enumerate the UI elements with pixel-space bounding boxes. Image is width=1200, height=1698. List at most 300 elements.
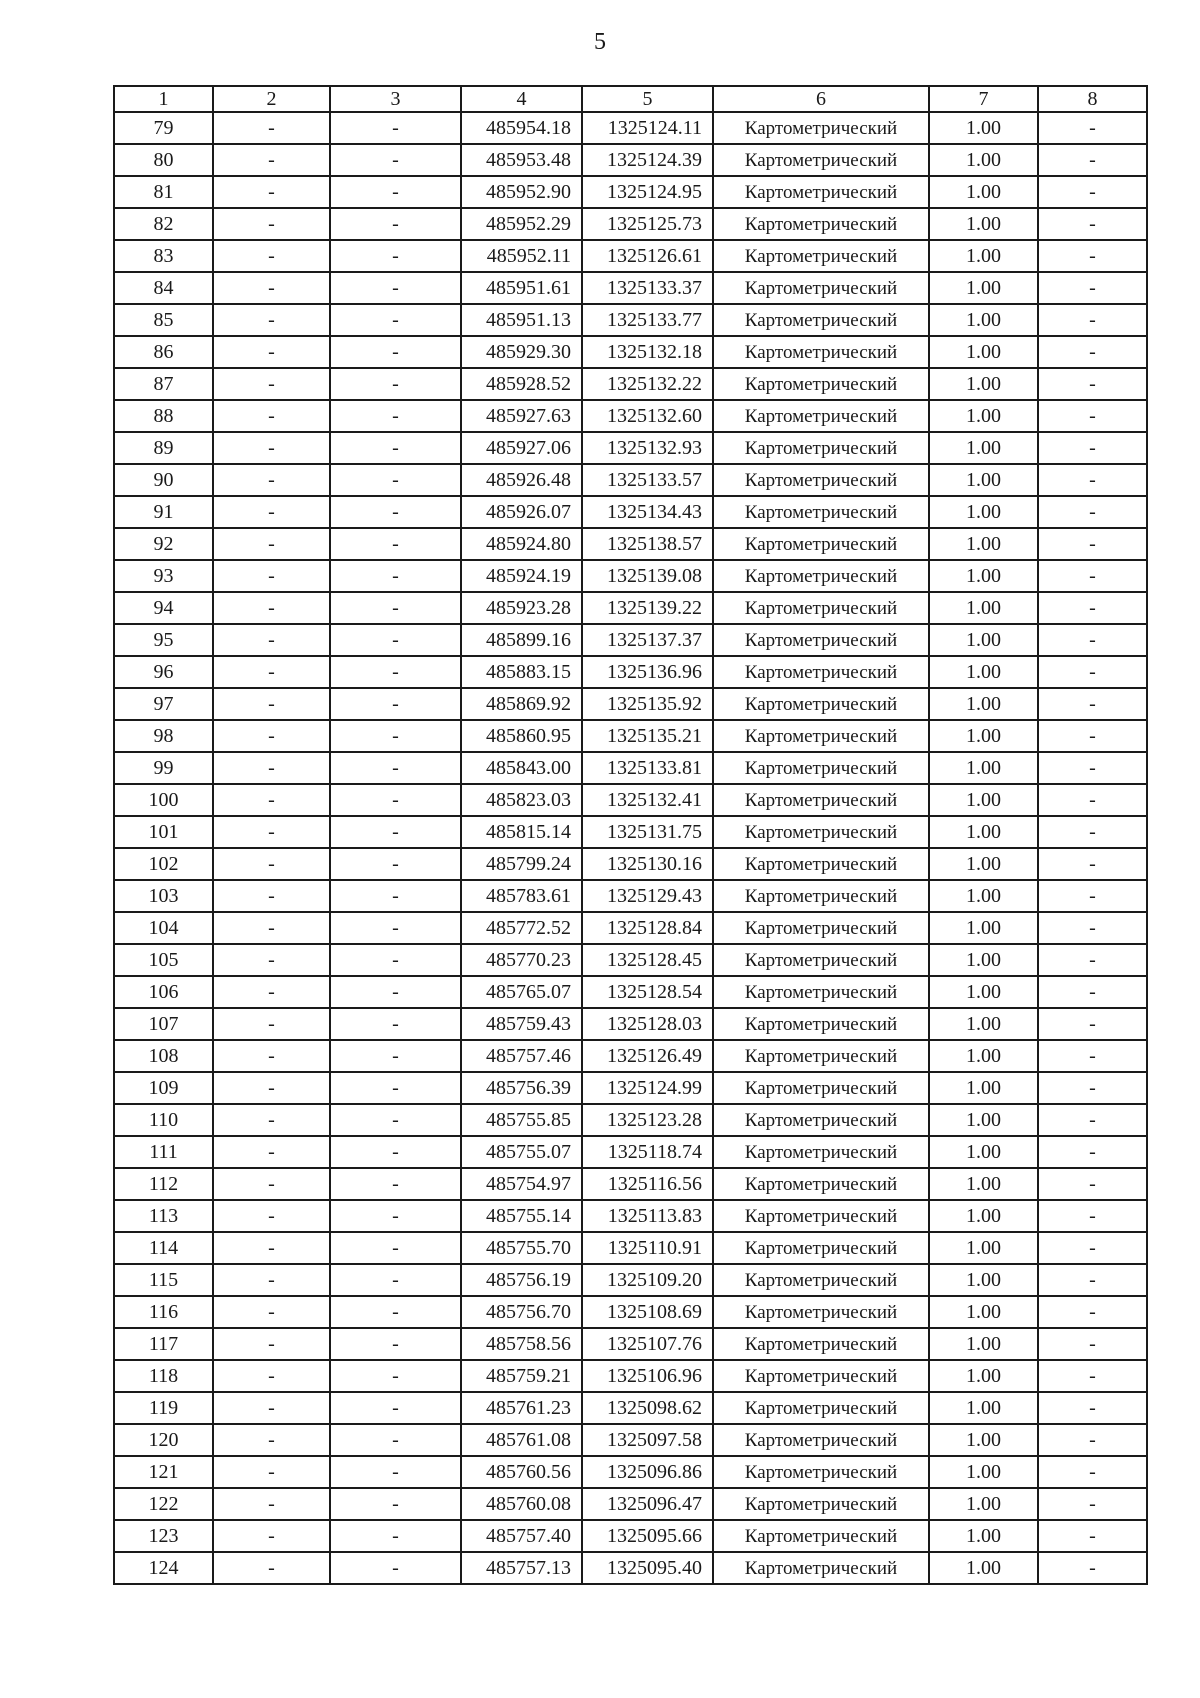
x-coordinate-cell: 485869.92: [461, 688, 582, 720]
col2-value-cell: -: [213, 1488, 330, 1520]
y-coordinate-cell: 1325128.54: [582, 976, 713, 1008]
method-cell: Картометрический: [713, 1520, 929, 1552]
point-number-cell: 112: [114, 1168, 213, 1200]
table-row: [114, 272, 1147, 304]
point-number-cell: 100: [114, 784, 213, 816]
coordinates-table: [113, 85, 1148, 1585]
accuracy-cell: 1.00: [929, 144, 1038, 176]
method-cell: Картометрический: [713, 464, 929, 496]
col2-value-cell: -: [213, 208, 330, 240]
col8-value-cell: -: [1038, 1072, 1147, 1104]
point-number-cell: 87: [114, 368, 213, 400]
accuracy-cell: 1.00: [929, 1552, 1038, 1584]
col3-value-cell: -: [330, 1552, 461, 1584]
y-coordinate-cell: 1325133.77: [582, 304, 713, 336]
col8-value-cell: -: [1038, 560, 1147, 592]
col8-value-cell: -: [1038, 240, 1147, 272]
table-row: [114, 784, 1147, 816]
y-coordinate-cell: 1325108.69: [582, 1296, 713, 1328]
col8-value-cell: -: [1038, 944, 1147, 976]
col8-value-cell: -: [1038, 336, 1147, 368]
col8-value-cell: -: [1038, 1392, 1147, 1424]
y-coordinate-cell: 1325130.16: [582, 848, 713, 880]
col2-value-cell: -: [213, 496, 330, 528]
col3-value-cell: -: [330, 1456, 461, 1488]
page-number: 5: [594, 29, 606, 55]
col8-value-cell: -: [1038, 1232, 1147, 1264]
y-coordinate-cell: 1325128.45: [582, 944, 713, 976]
col3-value-cell: -: [330, 464, 461, 496]
method-cell: Картометрический: [713, 1424, 929, 1456]
point-number-cell: 118: [114, 1360, 213, 1392]
column-header-1: 1: [114, 86, 213, 112]
col2-value-cell: -: [213, 848, 330, 880]
accuracy-cell: 1.00: [929, 1392, 1038, 1424]
col8-value-cell: -: [1038, 1488, 1147, 1520]
x-coordinate-cell: 485758.56: [461, 1328, 582, 1360]
col8-value-cell: -: [1038, 848, 1147, 880]
accuracy-cell: 1.00: [929, 336, 1038, 368]
table-row: [114, 1104, 1147, 1136]
y-coordinate-cell: 1325095.40: [582, 1552, 713, 1584]
column-header-4: 4: [461, 86, 582, 112]
table-row: [114, 112, 1147, 144]
y-coordinate-cell: 1325128.84: [582, 912, 713, 944]
point-number-cell: 79: [114, 112, 213, 144]
point-number-cell: 103: [114, 880, 213, 912]
col8-value-cell: -: [1038, 1520, 1147, 1552]
accuracy-cell: 1.00: [929, 1008, 1038, 1040]
x-coordinate-cell: 485927.06: [461, 432, 582, 464]
y-coordinate-cell: 1325138.57: [582, 528, 713, 560]
accuracy-cell: 1.00: [929, 496, 1038, 528]
x-coordinate-cell: 485929.30: [461, 336, 582, 368]
point-number-cell: 107: [114, 1008, 213, 1040]
accuracy-cell: 1.00: [929, 752, 1038, 784]
col3-value-cell: -: [330, 1520, 461, 1552]
col3-value-cell: -: [330, 272, 461, 304]
column-header-8: 8: [1038, 86, 1147, 112]
x-coordinate-cell: 485754.97: [461, 1168, 582, 1200]
accuracy-cell: 1.00: [929, 1488, 1038, 1520]
method-cell: Картометрический: [713, 1168, 929, 1200]
accuracy-cell: 1.00: [929, 784, 1038, 816]
col3-value-cell: -: [330, 592, 461, 624]
table-row: [114, 816, 1147, 848]
table-row: [114, 880, 1147, 912]
col3-value-cell: -: [330, 1104, 461, 1136]
col3-value-cell: -: [330, 176, 461, 208]
method-cell: Картометрический: [713, 208, 929, 240]
col2-value-cell: -: [213, 1456, 330, 1488]
y-coordinate-cell: 1325139.22: [582, 592, 713, 624]
accuracy-cell: 1.00: [929, 976, 1038, 1008]
column-header-6: 6: [713, 86, 929, 112]
col8-value-cell: -: [1038, 1360, 1147, 1392]
y-coordinate-cell: 1325123.28: [582, 1104, 713, 1136]
col2-value-cell: -: [213, 1392, 330, 1424]
col8-value-cell: -: [1038, 1424, 1147, 1456]
col2-value-cell: -: [213, 1264, 330, 1296]
point-number-cell: 114: [114, 1232, 213, 1264]
table-row: [114, 464, 1147, 496]
y-coordinate-cell: 1325134.43: [582, 496, 713, 528]
col3-value-cell: -: [330, 528, 461, 560]
table-row: [114, 1200, 1147, 1232]
x-coordinate-cell: 485924.19: [461, 560, 582, 592]
col2-value-cell: -: [213, 1552, 330, 1584]
col8-value-cell: -: [1038, 1008, 1147, 1040]
col8-value-cell: -: [1038, 912, 1147, 944]
point-number-cell: 85: [114, 304, 213, 336]
col2-value-cell: -: [213, 272, 330, 304]
point-number-cell: 84: [114, 272, 213, 304]
col3-value-cell: -: [330, 368, 461, 400]
table-row: [114, 240, 1147, 272]
y-coordinate-cell: 1325113.83: [582, 1200, 713, 1232]
column-header-7: 7: [929, 86, 1038, 112]
y-coordinate-cell: 1325136.96: [582, 656, 713, 688]
accuracy-cell: 1.00: [929, 624, 1038, 656]
col2-value-cell: -: [213, 1424, 330, 1456]
col2-value-cell: -: [213, 1168, 330, 1200]
table-row: [114, 1040, 1147, 1072]
y-coordinate-cell: 1325124.11: [582, 112, 713, 144]
y-coordinate-cell: 1325118.74: [582, 1136, 713, 1168]
table-row: [114, 752, 1147, 784]
accuracy-cell: 1.00: [929, 656, 1038, 688]
col3-value-cell: -: [330, 336, 461, 368]
method-cell: Картометрический: [713, 1456, 929, 1488]
table-row: [114, 656, 1147, 688]
y-coordinate-cell: 1325132.60: [582, 400, 713, 432]
col2-value-cell: -: [213, 1104, 330, 1136]
point-number-cell: 122: [114, 1488, 213, 1520]
x-coordinate-cell: 485757.40: [461, 1520, 582, 1552]
x-coordinate-cell: 485926.07: [461, 496, 582, 528]
table-row: [114, 496, 1147, 528]
method-cell: Картометрический: [713, 592, 929, 624]
y-coordinate-cell: 1325107.76: [582, 1328, 713, 1360]
point-number-cell: 96: [114, 656, 213, 688]
col3-value-cell: -: [330, 1392, 461, 1424]
x-coordinate-cell: 485756.70: [461, 1296, 582, 1328]
x-coordinate-cell: 485772.52: [461, 912, 582, 944]
col8-value-cell: -: [1038, 176, 1147, 208]
point-number-cell: 109: [114, 1072, 213, 1104]
col2-value-cell: -: [213, 144, 330, 176]
x-coordinate-cell: 485755.70: [461, 1232, 582, 1264]
table-row: [114, 1488, 1147, 1520]
col8-value-cell: -: [1038, 784, 1147, 816]
method-cell: Картометрический: [713, 560, 929, 592]
point-number-cell: 105: [114, 944, 213, 976]
method-cell: Картометрический: [713, 1264, 929, 1296]
y-coordinate-cell: 1325125.73: [582, 208, 713, 240]
col2-value-cell: -: [213, 112, 330, 144]
x-coordinate-cell: 485843.00: [461, 752, 582, 784]
accuracy-cell: 1.00: [929, 1200, 1038, 1232]
method-cell: Картометрический: [713, 400, 929, 432]
col3-value-cell: -: [330, 784, 461, 816]
point-number-cell: 98: [114, 720, 213, 752]
point-number-cell: 110: [114, 1104, 213, 1136]
y-coordinate-cell: 1325126.61: [582, 240, 713, 272]
y-coordinate-cell: 1325116.56: [582, 1168, 713, 1200]
col2-value-cell: -: [213, 752, 330, 784]
point-number-cell: 106: [114, 976, 213, 1008]
col2-value-cell: -: [213, 368, 330, 400]
method-cell: Картометрический: [713, 1360, 929, 1392]
col2-value-cell: -: [213, 304, 330, 336]
accuracy-cell: 1.00: [929, 688, 1038, 720]
col8-value-cell: -: [1038, 976, 1147, 1008]
method-cell: Картометрический: [713, 1200, 929, 1232]
accuracy-cell: 1.00: [929, 1104, 1038, 1136]
col3-value-cell: -: [330, 656, 461, 688]
accuracy-cell: 1.00: [929, 880, 1038, 912]
col8-value-cell: -: [1038, 752, 1147, 784]
accuracy-cell: 1.00: [929, 1424, 1038, 1456]
col2-value-cell: -: [213, 816, 330, 848]
x-coordinate-cell: 485883.15: [461, 656, 582, 688]
point-number-cell: 113: [114, 1200, 213, 1232]
col3-value-cell: -: [330, 1328, 461, 1360]
col2-value-cell: -: [213, 176, 330, 208]
col3-value-cell: -: [330, 400, 461, 432]
point-number-cell: 95: [114, 624, 213, 656]
col3-value-cell: -: [330, 624, 461, 656]
accuracy-cell: 1.00: [929, 464, 1038, 496]
col3-value-cell: -: [330, 848, 461, 880]
table-row: [114, 208, 1147, 240]
x-coordinate-cell: 485759.43: [461, 1008, 582, 1040]
col8-value-cell: -: [1038, 1168, 1147, 1200]
col8-value-cell: -: [1038, 432, 1147, 464]
accuracy-cell: 1.00: [929, 1328, 1038, 1360]
col2-value-cell: -: [213, 1520, 330, 1552]
point-number-cell: 92: [114, 528, 213, 560]
header-row: [114, 86, 1147, 112]
col8-value-cell: -: [1038, 208, 1147, 240]
y-coordinate-cell: 1325132.93: [582, 432, 713, 464]
y-coordinate-cell: 1325132.41: [582, 784, 713, 816]
x-coordinate-cell: 485954.18: [461, 112, 582, 144]
col3-value-cell: -: [330, 1488, 461, 1520]
method-cell: Картометрический: [713, 528, 929, 560]
method-cell: Картометрический: [713, 880, 929, 912]
x-coordinate-cell: 485755.07: [461, 1136, 582, 1168]
accuracy-cell: 1.00: [929, 1296, 1038, 1328]
col8-value-cell: -: [1038, 624, 1147, 656]
method-cell: Картометрический: [713, 336, 929, 368]
x-coordinate-cell: 485783.61: [461, 880, 582, 912]
table-row: [114, 1552, 1147, 1584]
point-number-cell: 90: [114, 464, 213, 496]
method-cell: Картометрический: [713, 496, 929, 528]
table-body: [114, 112, 1147, 1584]
col3-value-cell: -: [330, 1264, 461, 1296]
method-cell: Картометрический: [713, 752, 929, 784]
table-row: [114, 1456, 1147, 1488]
accuracy-cell: 1.00: [929, 368, 1038, 400]
column-header-5: 5: [582, 86, 713, 112]
method-cell: Картометрический: [713, 1392, 929, 1424]
accuracy-cell: 1.00: [929, 400, 1038, 432]
col2-value-cell: -: [213, 1136, 330, 1168]
point-number-cell: 91: [114, 496, 213, 528]
y-coordinate-cell: 1325139.08: [582, 560, 713, 592]
col8-value-cell: -: [1038, 528, 1147, 560]
point-number-cell: 97: [114, 688, 213, 720]
col8-value-cell: -: [1038, 1136, 1147, 1168]
method-cell: Картометрический: [713, 112, 929, 144]
table-row: [114, 144, 1147, 176]
col2-value-cell: -: [213, 784, 330, 816]
col2-value-cell: -: [213, 592, 330, 624]
col2-value-cell: -: [213, 400, 330, 432]
col3-value-cell: -: [330, 432, 461, 464]
col3-value-cell: -: [330, 688, 461, 720]
col8-value-cell: -: [1038, 496, 1147, 528]
method-cell: Картометрический: [713, 720, 929, 752]
x-coordinate-cell: 485823.03: [461, 784, 582, 816]
col8-value-cell: -: [1038, 592, 1147, 624]
col8-value-cell: -: [1038, 144, 1147, 176]
method-cell: Картометрический: [713, 1104, 929, 1136]
col3-value-cell: -: [330, 816, 461, 848]
table-row: [114, 1264, 1147, 1296]
col3-value-cell: -: [330, 304, 461, 336]
y-coordinate-cell: 1325133.37: [582, 272, 713, 304]
col3-value-cell: -: [330, 1360, 461, 1392]
col8-value-cell: -: [1038, 304, 1147, 336]
y-coordinate-cell: 1325095.66: [582, 1520, 713, 1552]
accuracy-cell: 1.00: [929, 240, 1038, 272]
point-number-cell: 93: [114, 560, 213, 592]
x-coordinate-cell: 485952.11: [461, 240, 582, 272]
x-coordinate-cell: 485755.14: [461, 1200, 582, 1232]
point-number-cell: 102: [114, 848, 213, 880]
column-header-2: 2: [213, 86, 330, 112]
x-coordinate-cell: 485770.23: [461, 944, 582, 976]
point-number-cell: 111: [114, 1136, 213, 1168]
x-coordinate-cell: 485760.56: [461, 1456, 582, 1488]
x-coordinate-cell: 485799.24: [461, 848, 582, 880]
x-coordinate-cell: 485760.08: [461, 1488, 582, 1520]
y-coordinate-cell: 1325132.18: [582, 336, 713, 368]
col3-value-cell: -: [330, 560, 461, 592]
col2-value-cell: -: [213, 720, 330, 752]
column-header-3: 3: [330, 86, 461, 112]
accuracy-cell: 1.00: [929, 1360, 1038, 1392]
point-number-cell: 104: [114, 912, 213, 944]
x-coordinate-cell: 485926.48: [461, 464, 582, 496]
col2-value-cell: -: [213, 976, 330, 1008]
col3-value-cell: -: [330, 496, 461, 528]
col3-value-cell: -: [330, 112, 461, 144]
y-coordinate-cell: 1325124.95: [582, 176, 713, 208]
accuracy-cell: 1.00: [929, 560, 1038, 592]
point-number-cell: 121: [114, 1456, 213, 1488]
col3-value-cell: -: [330, 1040, 461, 1072]
y-coordinate-cell: 1325135.21: [582, 720, 713, 752]
table-row: [114, 176, 1147, 208]
x-coordinate-cell: 485815.14: [461, 816, 582, 848]
method-cell: Картометрический: [713, 976, 929, 1008]
x-coordinate-cell: 485924.80: [461, 528, 582, 560]
col2-value-cell: -: [213, 240, 330, 272]
col3-value-cell: -: [330, 720, 461, 752]
accuracy-cell: 1.00: [929, 1040, 1038, 1072]
x-coordinate-cell: 485765.07: [461, 976, 582, 1008]
col8-value-cell: -: [1038, 656, 1147, 688]
col2-value-cell: -: [213, 1072, 330, 1104]
col8-value-cell: -: [1038, 368, 1147, 400]
point-number-cell: 86: [114, 336, 213, 368]
accuracy-cell: 1.00: [929, 912, 1038, 944]
method-cell: Картометрический: [713, 272, 929, 304]
col2-value-cell: -: [213, 880, 330, 912]
method-cell: Картометрический: [713, 1488, 929, 1520]
y-coordinate-cell: 1325106.96: [582, 1360, 713, 1392]
col2-value-cell: -: [213, 944, 330, 976]
col8-value-cell: -: [1038, 880, 1147, 912]
col3-value-cell: -: [330, 240, 461, 272]
x-coordinate-cell: 485755.85: [461, 1104, 582, 1136]
accuracy-cell: 1.00: [929, 432, 1038, 464]
y-coordinate-cell: 1325124.39: [582, 144, 713, 176]
y-coordinate-cell: 1325135.92: [582, 688, 713, 720]
accuracy-cell: 1.00: [929, 1168, 1038, 1200]
x-coordinate-cell: 485899.16: [461, 624, 582, 656]
accuracy-cell: 1.00: [929, 816, 1038, 848]
table-row: [114, 624, 1147, 656]
method-cell: Картометрический: [713, 656, 929, 688]
x-coordinate-cell: 485860.95: [461, 720, 582, 752]
col3-value-cell: -: [330, 1232, 461, 1264]
col3-value-cell: -: [330, 1168, 461, 1200]
method-cell: Картометрический: [713, 1296, 929, 1328]
method-cell: Картометрический: [713, 688, 929, 720]
col3-value-cell: -: [330, 144, 461, 176]
point-number-cell: 99: [114, 752, 213, 784]
table-row: [114, 720, 1147, 752]
x-coordinate-cell: 485757.46: [461, 1040, 582, 1072]
point-number-cell: 124: [114, 1552, 213, 1584]
col2-value-cell: -: [213, 912, 330, 944]
col2-value-cell: -: [213, 336, 330, 368]
col2-value-cell: -: [213, 1360, 330, 1392]
col2-value-cell: -: [213, 656, 330, 688]
point-number-cell: 116: [114, 1296, 213, 1328]
x-coordinate-cell: 485951.13: [461, 304, 582, 336]
col2-value-cell: -: [213, 560, 330, 592]
method-cell: Картометрический: [713, 432, 929, 464]
accuracy-cell: 1.00: [929, 1520, 1038, 1552]
method-cell: Картометрический: [713, 1328, 929, 1360]
table-row: [114, 1008, 1147, 1040]
col3-value-cell: -: [330, 880, 461, 912]
table-row: [114, 976, 1147, 1008]
x-coordinate-cell: 485761.23: [461, 1392, 582, 1424]
y-coordinate-cell: 1325133.81: [582, 752, 713, 784]
table-row: [114, 848, 1147, 880]
y-coordinate-cell: 1325128.03: [582, 1008, 713, 1040]
table-row: [114, 560, 1147, 592]
col8-value-cell: -: [1038, 816, 1147, 848]
x-coordinate-cell: 485951.61: [461, 272, 582, 304]
